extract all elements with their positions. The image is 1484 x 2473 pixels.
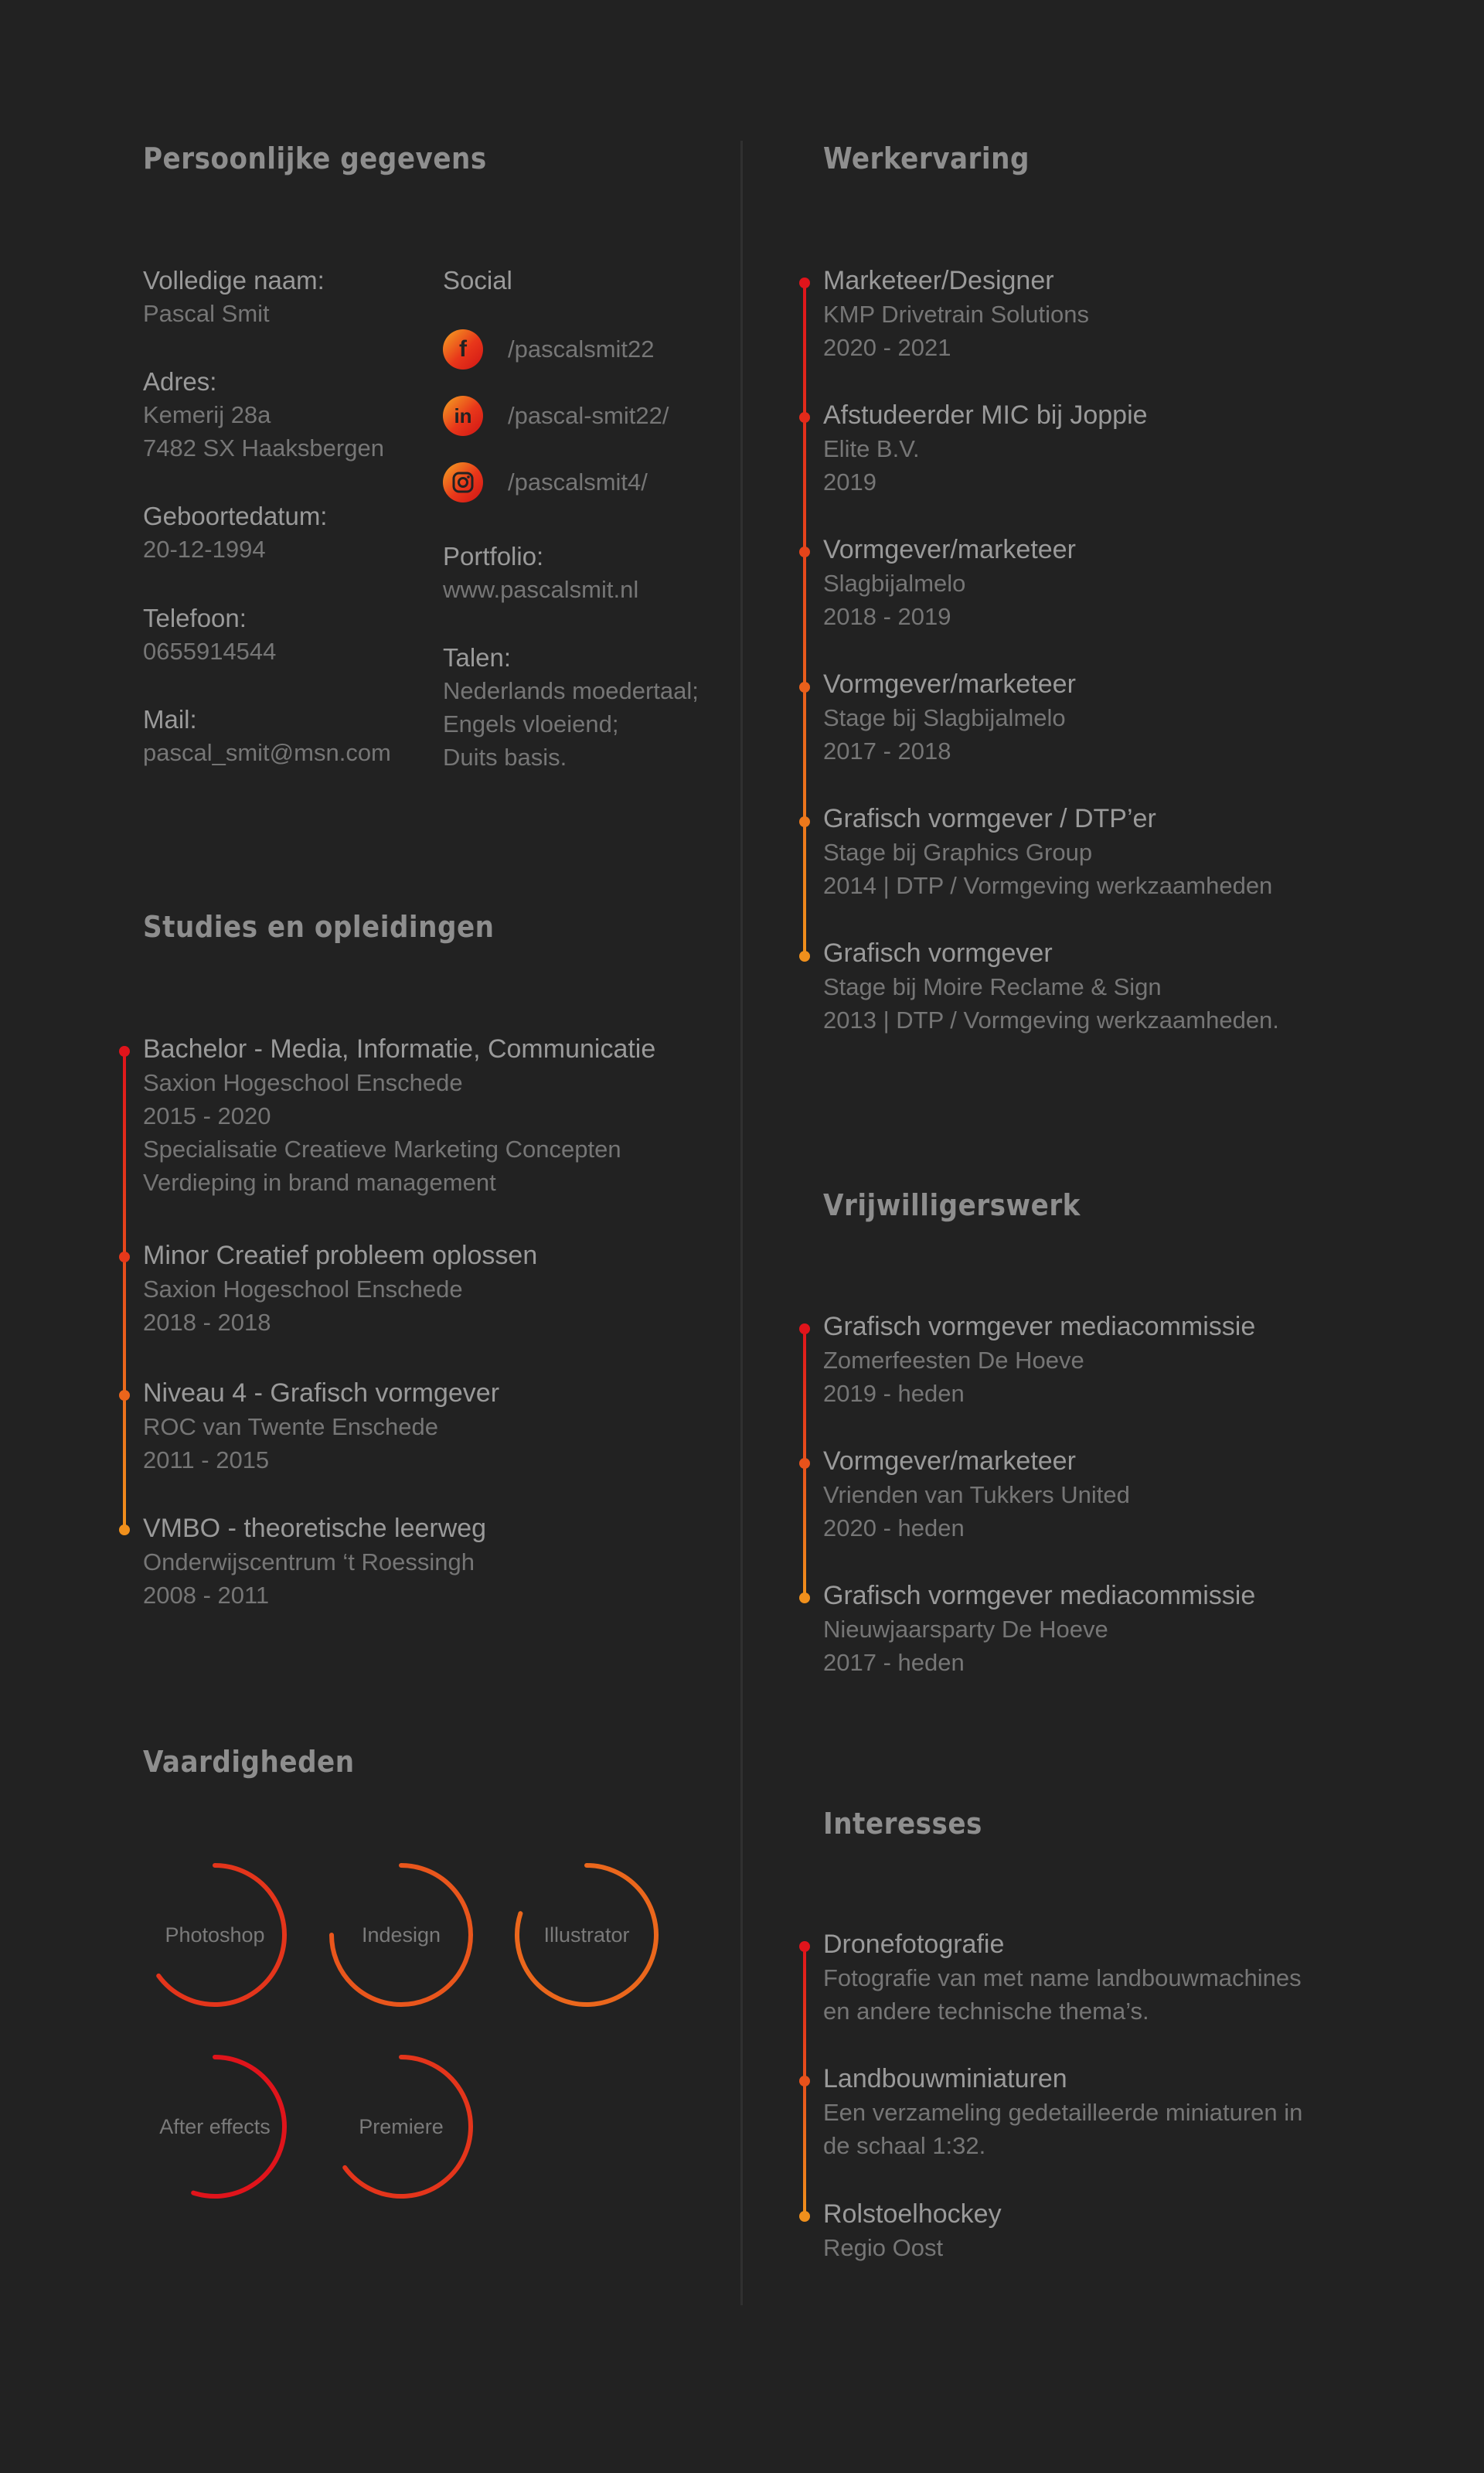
languages-field xyxy=(443,642,737,774)
study-title: Minor Creatief probleem oplossen xyxy=(143,1241,538,1270)
volunteer-item xyxy=(823,1445,1130,1545)
skill-label: Illustrator xyxy=(543,1923,630,1947)
work-item xyxy=(823,937,1279,1037)
name-value: Pascal Smit xyxy=(143,300,270,327)
work-item xyxy=(823,264,1089,364)
skill-after-effects xyxy=(141,2053,288,2200)
facebook-icon: f xyxy=(443,329,483,370)
study-period: 2011 - 2015 xyxy=(143,1446,270,1473)
name-field xyxy=(143,264,421,330)
timeline-dot xyxy=(799,278,810,288)
name-label: Volledige naam: xyxy=(143,266,325,295)
work-company: Slagbijalmelo xyxy=(823,570,966,597)
languages-label: Talen: xyxy=(443,643,512,672)
birth-value: 20-12-1994 xyxy=(143,536,266,563)
study-title: Niveau 4 - Grafisch vormgever xyxy=(143,1378,500,1408)
timeline-dot xyxy=(799,2076,810,2086)
volunteer-item xyxy=(823,1579,1255,1679)
interest-description: de schaal 1:32. xyxy=(823,2132,986,2159)
volunteer-period: 2020 - heden xyxy=(823,1514,965,1541)
timeline-dot xyxy=(119,1046,130,1057)
address-line1: Kemerij 28a xyxy=(143,401,271,428)
interest-title: Rolstoelhockey xyxy=(823,2199,1002,2229)
portfolio-value[interactable]: www.pascalsmit.nl xyxy=(443,576,639,603)
social-linkedin[interactable] xyxy=(443,394,669,438)
work-company: Stage bij Slagbijalmelo xyxy=(823,704,1066,731)
volunteer-org: Zomerfeesten De Hoeve xyxy=(823,1347,1084,1374)
study-title: Bachelor - Media, Informatie, Communicatie xyxy=(143,1034,656,1064)
instagram-icon xyxy=(443,462,483,502)
volunteer-role: Vormgever/marketeer xyxy=(823,1446,1076,1476)
volunteer-role: Grafisch vormgever mediacommissie xyxy=(823,1581,1256,1610)
study-school: ROC van Twente Enschede xyxy=(143,1413,438,1440)
work-title-text: Grafisch vormgever / DTP’er xyxy=(823,804,1156,833)
work-title-text: Grafisch vormgever xyxy=(823,938,1053,968)
timeline-dot xyxy=(799,412,810,423)
timeline-dot xyxy=(799,1941,810,1952)
volunteer-title: Vrijwilligerswerk xyxy=(823,1188,1081,1222)
birth-label: Geboortedatum: xyxy=(143,502,328,530)
work-period: 2013 | DTP / Vormgeving werkzaamheden. xyxy=(823,1007,1279,1034)
work-period: 2019 xyxy=(823,468,876,496)
address-label: Adres: xyxy=(143,367,217,396)
study-item xyxy=(143,1239,537,1339)
skill-photoshop xyxy=(141,1862,288,2008)
address-line2: 7482 SX Haaksbergen xyxy=(143,434,384,462)
work-item xyxy=(823,802,1272,902)
timeline-dot xyxy=(799,816,810,827)
phone-value: 0655914544 xyxy=(143,638,277,665)
linkedin-handle[interactable]: /pascal-smit22/ xyxy=(508,402,669,429)
work-company: Stage bij Graphics Group xyxy=(823,839,1093,866)
timeline-dot xyxy=(119,1524,130,1535)
study-detail: Specialisatie Creatieve Marketing Concepten xyxy=(143,1136,621,1163)
facebook-handle[interactable]: /pascalsmit22 xyxy=(508,336,655,363)
skill-indesign xyxy=(328,1862,475,2008)
skills-title: Vaardigheden xyxy=(143,1745,355,1779)
interest-description: Een verzameling gedetailleerde miniaturen in xyxy=(823,2099,1303,2126)
interest-item xyxy=(823,1928,1302,2028)
mail-label: Mail: xyxy=(143,705,197,734)
social-facebook[interactable] xyxy=(443,328,655,371)
personal-title: Persoonlijke gegevens xyxy=(143,141,487,175)
volunteer-org: Vrienden van Tukkers United xyxy=(823,1481,1130,1508)
timeline-dot xyxy=(799,1323,810,1334)
skill-label: After effects xyxy=(159,2114,271,2138)
mail-field xyxy=(143,703,421,769)
social-instagram[interactable] xyxy=(443,461,648,504)
study-school: Saxion Hogeschool Enschede xyxy=(143,1069,463,1096)
social-label: Social xyxy=(443,266,512,295)
work-timeline-line xyxy=(803,281,806,954)
study-period: 2015 - 2020 xyxy=(143,1102,271,1129)
volunteer-item xyxy=(823,1310,1255,1410)
skill-premiere xyxy=(328,2053,475,2200)
work-title-text: Vormgever/marketeer xyxy=(823,535,1076,564)
address-field xyxy=(143,366,421,465)
work-item xyxy=(823,668,1076,768)
skill-label: Indesign xyxy=(361,1923,441,1947)
birth-field xyxy=(143,500,421,566)
portfolio-field xyxy=(443,540,721,606)
skill-label: Photoshop xyxy=(165,1923,265,1947)
volunteer-period: 2019 - heden xyxy=(823,1380,965,1407)
timeline-dot xyxy=(119,1390,130,1401)
work-title-text: Marketeer/Designer xyxy=(823,266,1054,295)
interest-title: Landbouwminiaturen xyxy=(823,2064,1067,2093)
study-item xyxy=(143,1033,655,1199)
language-3: Duits basis. xyxy=(443,744,567,771)
study-school: Onderwijscentrum ‘t Roessingh xyxy=(143,1548,475,1575)
social-field xyxy=(443,264,721,297)
work-title: Werkervaring xyxy=(823,141,1030,175)
skill-illustrator xyxy=(513,1862,660,2008)
interest-item xyxy=(823,2063,1302,2162)
studies-title: Studies en opleidingen xyxy=(143,910,495,944)
phone-field xyxy=(143,602,421,668)
portfolio-label: Portfolio: xyxy=(443,542,544,571)
timeline-dot xyxy=(799,1458,810,1469)
skill-label: Premiere xyxy=(359,2114,444,2138)
instagram-handle[interactable]: /pascalsmit4/ xyxy=(508,468,648,496)
study-title: VMBO - theoretische leerweg xyxy=(143,1514,487,1543)
volunteer-org: Nieuwjaarsparty De Hoeve xyxy=(823,1616,1108,1643)
mail-value[interactable]: pascal_smit@msn.com xyxy=(143,739,391,766)
timeline-dot xyxy=(799,1592,810,1603)
work-item xyxy=(823,399,1148,499)
study-item xyxy=(143,1512,486,1612)
timeline-dot xyxy=(119,1252,130,1262)
work-period: 2018 - 2019 xyxy=(823,603,951,630)
interest-description: Fotografie van met name landbouwmachines xyxy=(823,1964,1302,1991)
interest-description: en andere technische thema’s. xyxy=(823,1998,1149,2025)
timeline-dot xyxy=(799,2211,810,2222)
language-1: Nederlands moedertaal; xyxy=(443,677,699,704)
work-period: 2020 - 2021 xyxy=(823,334,951,361)
column-divider xyxy=(740,141,743,2305)
study-period: 2008 - 2011 xyxy=(143,1582,270,1609)
timeline-dot xyxy=(799,547,810,557)
work-period: 2017 - 2018 xyxy=(823,737,951,765)
work-title-text: Vormgever/marketeer xyxy=(823,669,1076,699)
linkedin-icon: in xyxy=(443,396,483,436)
phone-label: Telefoon: xyxy=(143,604,247,632)
study-school: Saxion Hogeschool Enschede xyxy=(143,1276,463,1303)
study-period: 2018 - 2018 xyxy=(143,1309,271,1336)
work-company: Stage bij Moire Reclame & Sign xyxy=(823,973,1162,1000)
work-title-text: Afstudeerder MIC bij Joppie xyxy=(823,400,1148,430)
timeline-dot xyxy=(799,682,810,693)
work-company: Elite B.V. xyxy=(823,435,920,462)
interest-item xyxy=(823,2198,1002,2264)
interest-title: Dronefotografie xyxy=(823,1930,1005,1959)
interest-description: Regio Oost xyxy=(823,2234,944,2261)
work-item xyxy=(823,533,1076,633)
timeline-dot xyxy=(799,951,810,962)
interests-title: Interesses xyxy=(823,1807,982,1841)
volunteer-period: 2017 - heden xyxy=(823,1649,965,1676)
volunteer-role: Grafisch vormgever mediacommissie xyxy=(823,1312,1256,1341)
language-2: Engels vloeiend; xyxy=(443,710,619,737)
study-detail: Verdieping in brand management xyxy=(143,1169,496,1196)
study-item xyxy=(143,1377,499,1477)
studies-timeline-line xyxy=(123,1050,126,1529)
work-period: 2014 | DTP / Vormgeving werkzaamheden xyxy=(823,872,1273,899)
work-company: KMP Drivetrain Solutions xyxy=(823,301,1090,328)
